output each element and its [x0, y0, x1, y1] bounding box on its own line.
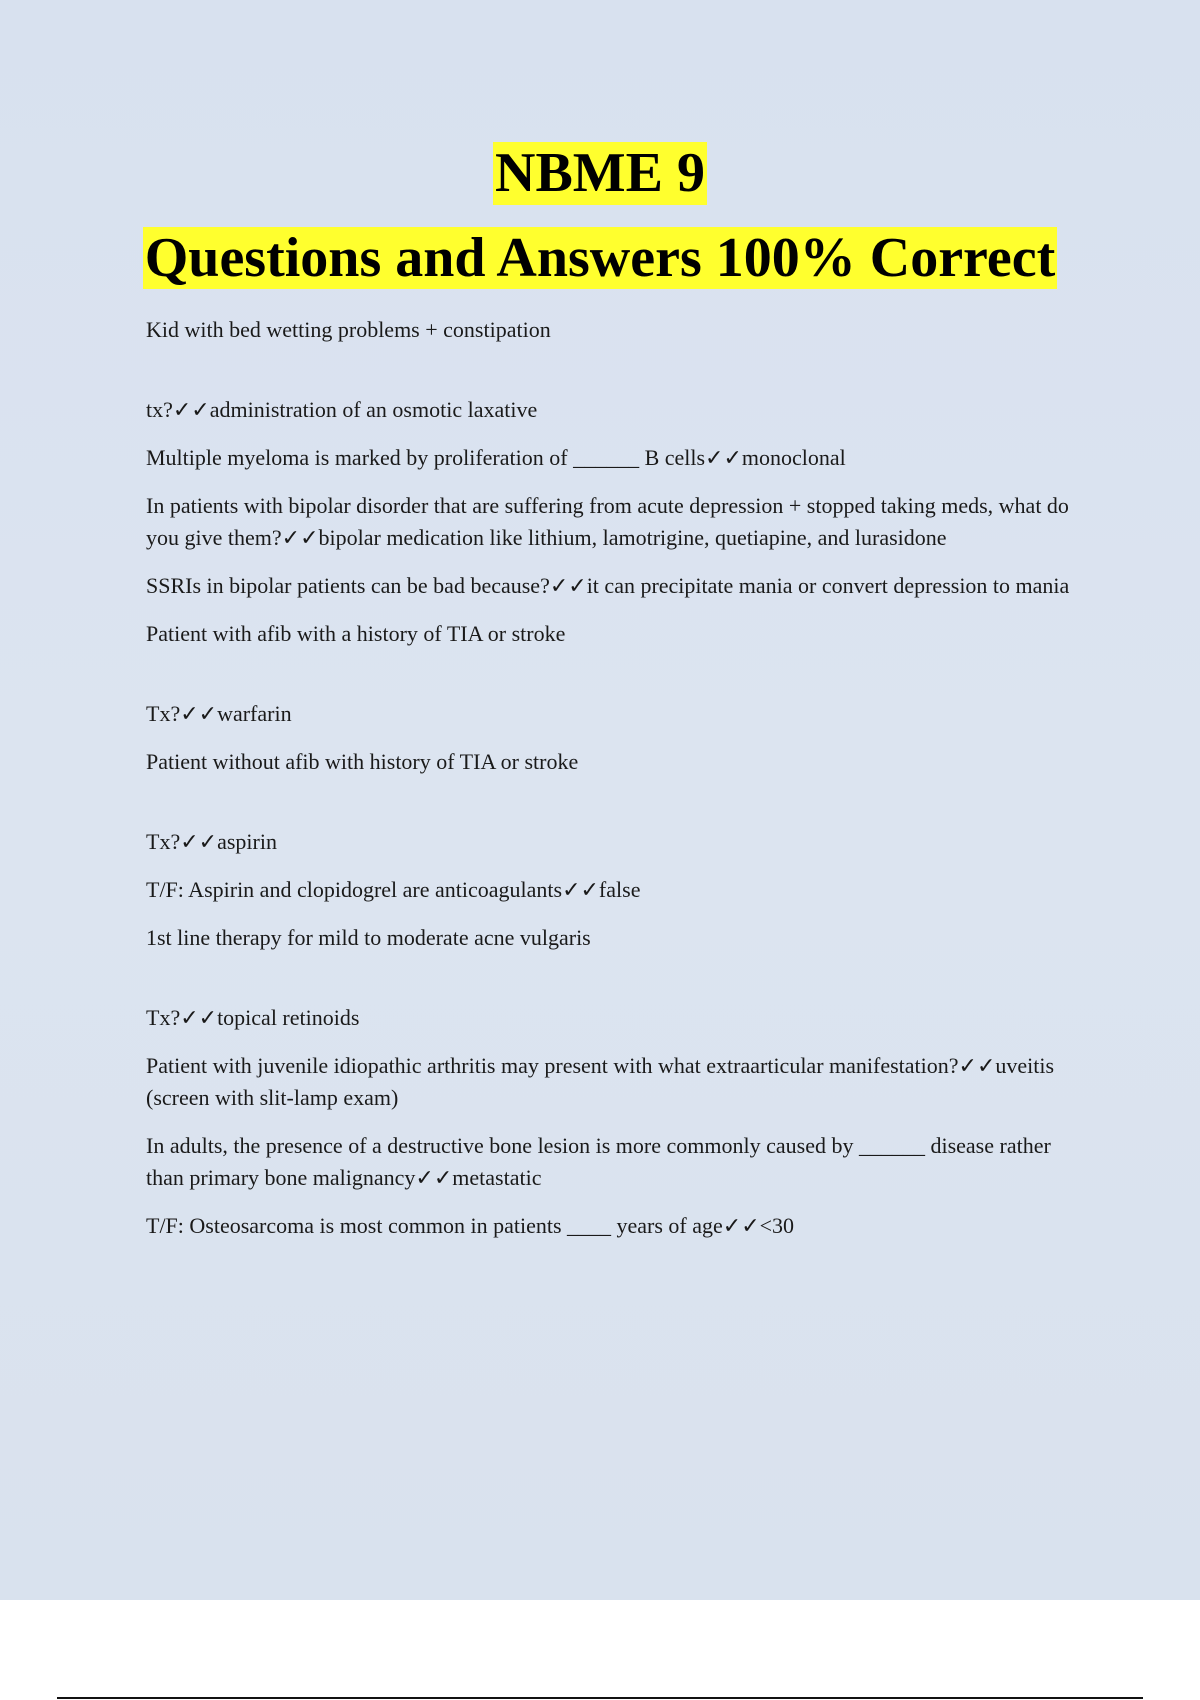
qa-item: Patient with afib with a history of TIA or stroke — [146, 621, 566, 646]
qa-item: Tx?✓✓topical retinoids — [146, 1005, 360, 1030]
qa-item: Patient without afib with history of TIA or stroke — [146, 749, 579, 774]
qa-item: 1st line therapy for mild to moderate acne vulgaris — [146, 925, 591, 950]
qa-item: tx?✓✓administration of an osmotic laxative — [146, 397, 538, 422]
qa-item: In patients with bipolar disorder that are suffering from acute depression + stopped taking meds, what do you give them?✓✓bipolar medication like lithium, lamotrigine, quetiapine, and lurasidone — [146, 493, 1069, 550]
qa-item: SSRIs in bipolar patients can be bad because?✓✓it can precipitate mania or convert depression to mania — [146, 573, 1070, 598]
qa-item: Tx?✓✓aspirin — [146, 829, 277, 854]
qa-list — [146, 314, 1081, 1258]
document-subtitle: Questions and Answers 100% Correct — [144, 226, 1056, 289]
footer-divider — [57, 1697, 1143, 1699]
qa-item: T/F: Aspirin and clopidogrel are anticoagulants✓✓false — [146, 877, 641, 902]
qa-item: T/F: Osteosarcoma is most common in patients ____ years of age✓✓<30 — [146, 1213, 795, 1238]
qa-item: Multiple myeloma is marked by proliferation of ______ B cells✓✓monoclonal — [146, 445, 846, 470]
qa-item: In adults, the presence of a destructive bone lesion is more commonly caused by ______ disease rather than primary bone malignancy✓✓metastatic — [146, 1133, 1051, 1190]
qa-item: Patient with juvenile idiopathic arthritis may present with what extraarticular manifestation?✓✓uveitis (screen with slit-lamp exam) — [146, 1053, 1055, 1110]
qa-item: Tx?✓✓warfarin — [146, 701, 292, 726]
document-title: NBME 9 — [495, 142, 705, 204]
title-block — [0, 142, 1200, 289]
qa-item: Kid with bed wetting problems + constipation — [146, 317, 551, 342]
